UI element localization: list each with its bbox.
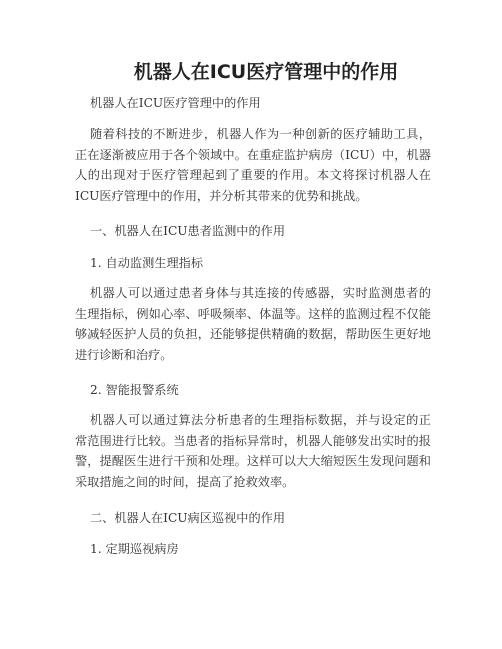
document-subtitle: 机器人在ICU医疗管理中的作用 [90, 96, 261, 110]
section-1-item-1-body: 机器人可以通过患者身体与其连接的传感器，实时监测患者的生理指标，例如心率、呼吸频率、体温等。这样的监测过程不仅能够减轻医护人员的负担，还能够提供精确的数据，帮助医生更好地进行诊断和治疗。 [75, 286, 431, 362]
section-1-item-2-body: 机器人可以通过算法分析患者的生理指标数据，并与设定的正常范围进行比较。当患者的指标异常时，机器人能够发出实时的报警，提醒医生进行干预和处理。这样可以大大缩短医生发现问题和采取措施之间的时间，提高了抢救效率。 [75, 413, 431, 489]
section-1-item-1-heading: 1. 自动监测生理指标 [90, 256, 204, 270]
intro-paragraph: 随着科技的不断进步，机器人作为一种创新的医疗辅助工具，正在逐渐被应用于各个领域中。在重症监护病房（ICU）中，机器人的出现对于医疗管理起到了重要的作用。本文将探讨机器人在ICU医疗管理中的作用，并分析其带来的优势和挑战。 [75, 127, 431, 203]
section-1-heading: 一、机器人在ICU患者监测中的作用 [90, 224, 286, 238]
section-2-heading: 二、机器人在ICU病区巡视中的作用 [90, 511, 286, 525]
document-title: 机器人在ICU医疗管理中的作用 [133, 61, 399, 83]
section-2-item-1-heading: 1. 定期巡视病房 [90, 542, 179, 556]
section-1-item-2-heading: 2. 智能报警系统 [90, 383, 179, 397]
